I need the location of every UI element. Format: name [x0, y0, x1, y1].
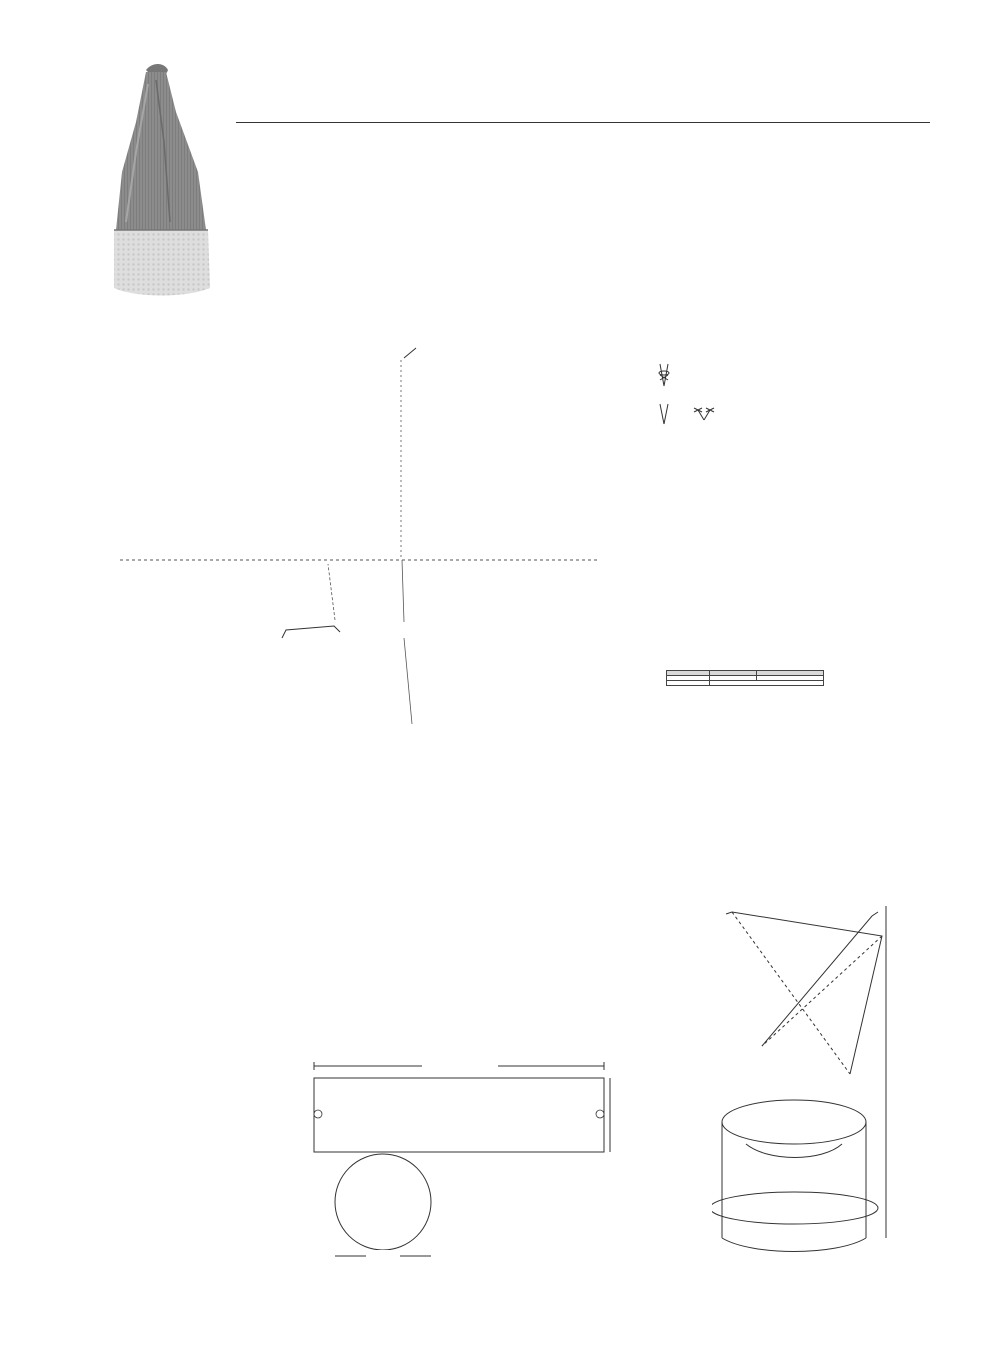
stitch-chart [0, 320, 660, 1040]
title-rule [236, 122, 930, 123]
repeat-bracket [282, 626, 340, 638]
stitch-legend [654, 362, 854, 432]
title-row [240, 68, 268, 118]
repeat-guide-line [328, 564, 335, 620]
end-arrow [404, 348, 416, 358]
start-line [402, 560, 404, 622]
bag-top-rim [722, 1100, 866, 1144]
legend-symbol-2 [660, 404, 668, 424]
side-panel [314, 1078, 604, 1152]
finished-bag-diagram [712, 906, 952, 1262]
flat-diagram [300, 1052, 700, 1282]
circumference-ellipse [712, 1192, 878, 1224]
top-width-arc [746, 1144, 842, 1158]
stitch-count-table [666, 670, 824, 686]
table-row [667, 681, 824, 686]
legend-symbol-1 [659, 364, 669, 386]
leather-base [335, 1154, 431, 1250]
bag-photo [106, 62, 218, 300]
table-cell [667, 681, 710, 686]
handle-front [726, 912, 882, 1074]
legend-symbol-3 [694, 408, 714, 420]
table-cell [710, 681, 824, 686]
start-pointer [404, 638, 412, 724]
